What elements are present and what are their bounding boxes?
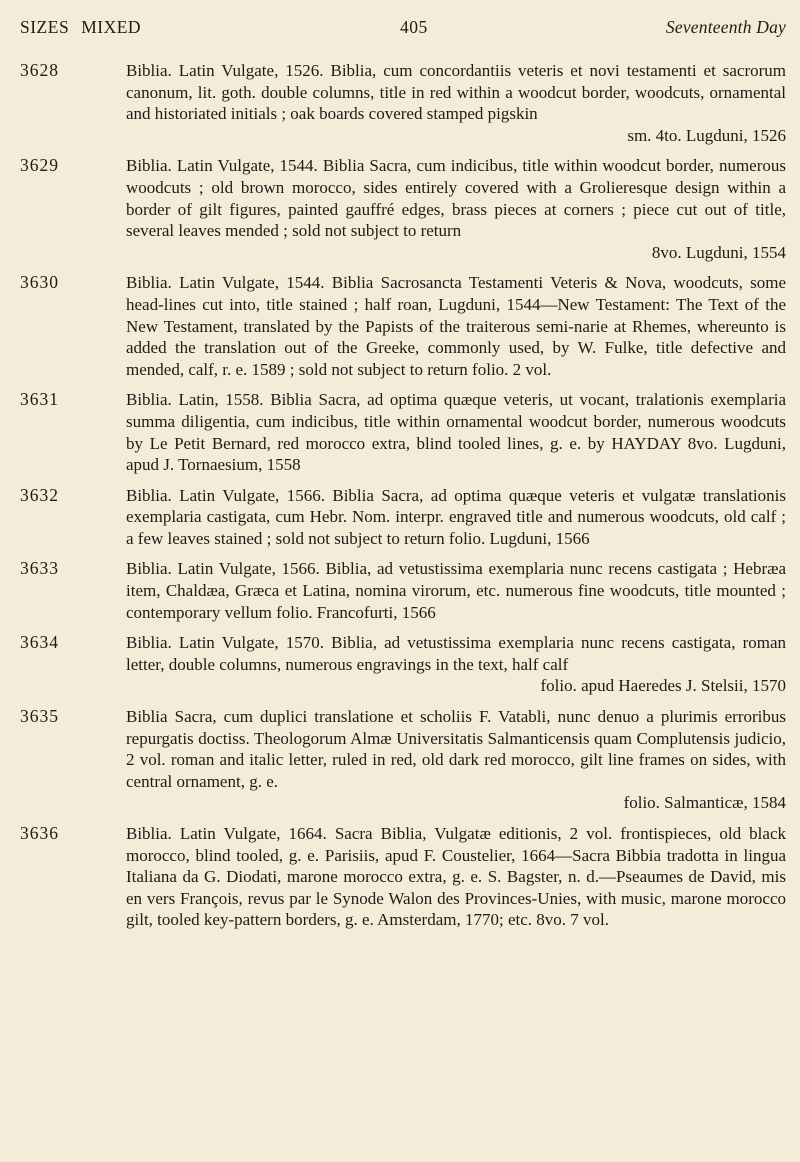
lot-entry (20, 558, 786, 623)
lot-description: Biblia Sacra, cum duplici translatione et scholiis F. Vatabli, nunc denuo a plurimis erroribus repurgatis doctiss. Theologorum Almæ Universitatis Salmanticensis quam Complutensis judicio, 2 vol. roman and italic letter, ruled in red, old dark red morocco, gilt line frames on sides, with central ornament, g. e. (126, 707, 786, 791)
page-number: 405 (400, 17, 428, 37)
lot-imprint: 8vo. Lugduni, 1554 (651, 242, 786, 262)
header-left (20, 17, 141, 38)
lot-number: 3629 (20, 155, 59, 176)
lot-entry (20, 632, 786, 697)
lot-imprint: sm. 4to. Lugduni, 1526 (627, 125, 786, 145)
lot-number: 3635 (20, 706, 59, 727)
lot-description: Biblia. Latin Vulgate, 1544. Biblia Sacrosancta Testamenti Veteris & Nova, woodcuts, some head-lines cut into, title stained ; half roan, Lugduni, 1544—New Testament: The Text of the New Testament, translated by the Papists of the traiterous semi-narie at Rhemes, whereunto is added the translation out of the Greeke, commonly used, by W. Fulke, title defective and mended, calf, r. e. 1589 ; sold not subject to return folio. 2 vol. (126, 273, 786, 379)
lot-imprint: folio. Salmanticæ, 1584 (623, 793, 786, 813)
lot-description: Biblia. Latin Vulgate, 1570. Biblia, ad vetustissima exemplaria nunc recens castigata, roman letter, double columns, numerous engravings in the text, half calf (126, 633, 786, 674)
header-day: Seventeenth Day (665, 17, 786, 37)
lot-entry (20, 155, 786, 263)
header-sizes: SIZES (20, 17, 70, 37)
lot-number: 3634 (20, 632, 59, 653)
lot-entry (20, 706, 786, 814)
lot-number: 3631 (20, 389, 59, 410)
header-mixed: MIXED (81, 17, 142, 37)
lot-description: Biblia. Latin Vulgate, 1566. Biblia, ad vetustissima exemplaria nunc recens castigata ; Hebræa item, Chaldæa, Græca et Latina, nomina virorum, etc. numerous fine woodcuts, title mounted ; contemporary vellum folio. Francofurti, 1566 (126, 559, 786, 622)
lot-description: Biblia. Latin Vulgate, 1544. Biblia Sacra, cum indicibus, title within woodcut border, numerous woodcuts ; old brown morocco, sides entirely covered with a Grolieresque design within a border of gilt figures, painted gauffré edges, brass pieces at corners ; piece cut out of title, several leaves mended ; sold not subject to return (126, 156, 786, 241)
lot-description: Biblia. Latin Vulgate, 1526. Biblia, cum concordantiis veteris et novi testamenti et sacrorum canonum, lit. goth. double columns, title in red within a woodcut border, woodcuts, ornamental and historiated initials ; oak boards covered stamped pigskin (126, 61, 786, 124)
lot-number: 3628 (20, 60, 59, 80)
lot-number: 3630 (20, 272, 59, 293)
lot-list (20, 60, 786, 940)
lot-entry (20, 60, 786, 146)
lot-entry (20, 389, 786, 475)
lot-entry (20, 823, 786, 931)
lot-entry (20, 272, 786, 380)
lot-description: Biblia. Latin Vulgate, 1664. Sacra Biblia, Vulgatæ editionis, 2 vol. frontispieces, old black morocco, blind tooled, g. e. Parisiis, apud F. Coustelier, 1664—Sacra Bibbia tradotta in lingua Italiana da G. Diodati, marone morocco extra, g. e. S. Bagster, n. d.—Pseaumes de David, mis en vers François, revus par le Synode Walon des Provinces-Unies, with music, marone morocco gilt, tooled key-pattern borders, g. e. Amsterdam, 1770; etc. 8vo. 7 vol. (126, 824, 786, 930)
lot-number: 3636 (20, 823, 59, 843)
lot-entry (20, 485, 786, 550)
lot-description: Biblia. Latin, 1558. Biblia Sacra, ad optima quæque veteris, ut vocant, tralationis exemplaria summa diligentia, cum indicibus, title within ornamental woodcut border, numerous woodcuts by Le Petit Bernard, red morocco extra, blind tooled lines, g. e. by HAYDAY 8vo. Lugduni, apud J. Tornaesium, 1558 (126, 390, 786, 475)
lot-description: Biblia. Latin Vulgate, 1566. Biblia Sacra, ad optima quæque veteris et vulgatæ translationis exemplaria castigata, cum Hebr. Nom. interpr. engraved title and numerous woodcuts, old calf ; a few leaves stained ; sold not subject to return folio. Lugduni, 1566 (126, 485, 786, 548)
lot-number: 3633 (20, 558, 59, 579)
page-header (20, 17, 786, 38)
lot-number: 3632 (20, 484, 59, 505)
lot-imprint: folio. apud Haeredes J. Stelsii, 1570 (540, 676, 786, 696)
